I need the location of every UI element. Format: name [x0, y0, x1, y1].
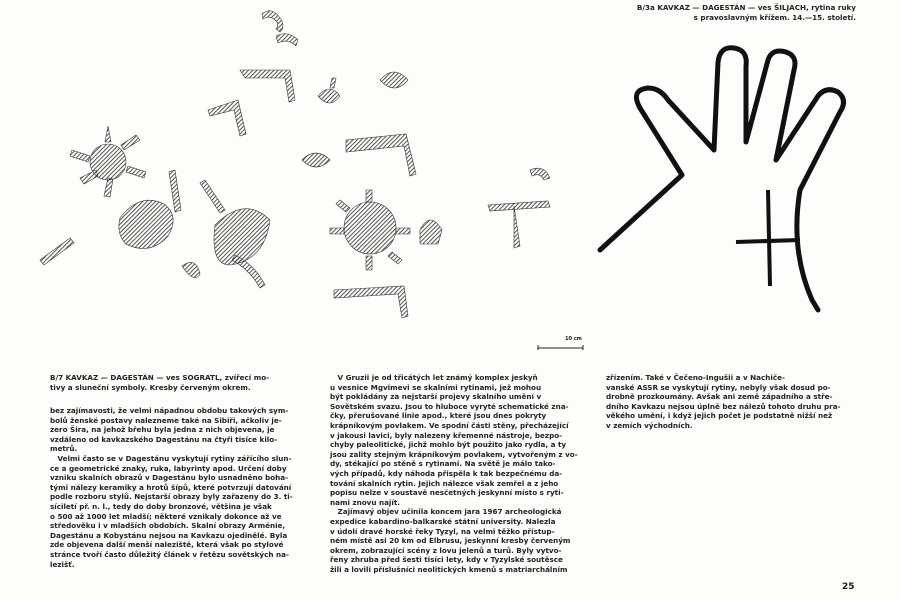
text-line: metrů.: [50, 444, 78, 454]
text-line: dního Kavkazu nejsou úplně bez nálezů tohoto druhu pra-: [606, 401, 841, 411]
text-line: u vesnice Mgvimevi se skalními rytinami, jež mohou: [330, 382, 542, 392]
text-line: V Gruzii je od třicátých let známý komplex jeskyň: [330, 373, 538, 382]
text-line: zero Šira, na jehož břehu byla jedna z nich objevena, je: [50, 425, 275, 435]
text-line: zřízením. Také v Čečeno-Ingušii a v Nachiče-: [606, 373, 785, 382]
text-line: středověku i v mladších obdobích. Skalní obrazy Arménie,: [50, 521, 286, 531]
text-line: tování skalních rytin. Jejich nálezce však zemřel a z jeho: [330, 478, 559, 488]
text-line: stránce tvoří často důležitý článek v řetězu sovětských na-: [50, 549, 289, 559]
caption-right: [606, 3, 856, 22]
text-line: lezišť.: [50, 559, 75, 569]
text-line: v zemích východních.: [606, 420, 693, 430]
text-line: vých případů, kdy náhoda přispěla k tak bezpečnému da-: [330, 468, 563, 478]
caption-line: tivy a sluneční symboly. Kresby červeným okrem.: [50, 382, 251, 392]
text-line: v údolí dravé horské řeky Tyzyl, na velmi těžko přístup-: [330, 526, 555, 536]
text-line: dy, stékající po stěně s rytinami. Na světě je málo tako-: [330, 459, 556, 469]
caption-line: B/7 KAVKAZ — DAGESTÁN — ves SOGRATL, zvířecí mo-: [50, 373, 270, 382]
text-line: chyby paleolitické, jichž mohlo být použito jako rydla, a ty: [330, 440, 567, 450]
text-line: drobně prozkoumány. Avšak ani země západního a stře-: [606, 392, 833, 402]
text-line: být pokládány za nejstarší projevy skalního umění v: [330, 392, 542, 402]
text-line: ném místě asi 20 km od Elbrusu, jeskynní kresby červeným: [330, 536, 571, 546]
text-line: vzdáleno od kavkazského Dagestánu na čtyři tisíce kilo-: [50, 434, 278, 444]
text-line: Velmi často se v Dagestánu vyskytují rytiny zářícího slun-: [50, 453, 292, 463]
text-line: krápníkovým povlakem. Ve spodní části stěny, přecházející: [330, 420, 569, 430]
page-number: 25: [842, 582, 855, 592]
caption-left: [50, 373, 295, 392]
text-line: o 500 až 1000 let mladší; některé vznikaly dokonce až ve: [50, 511, 282, 521]
text-line: žili a lovili příslušníci neolitických kmenů s matriarchálním: [330, 564, 568, 574]
text-line: popisu nelze v soustavě nesčetných jeskynní místo s ryti-: [330, 488, 564, 498]
text-line: okrem, zobrazující scény z lovu jelenů a turů. Byly vytvo-: [330, 545, 562, 555]
caption-line: B/3a KAVKAZ — DAGESTÁN — ves ŠILJACH, rytina ruky: [636, 3, 856, 12]
scale-label: 10 cm: [565, 336, 582, 342]
text-line: zde objevena další menší naleziště, která však po stylové: [50, 540, 284, 550]
text-line: podle rozboru stylů. Nejstarší obrazy byly zařazeny do 3. ti-: [50, 492, 293, 502]
text-line: Dagestánu a Kobystánu nejsou na Kavkazu ojedinělé. Byla: [50, 530, 288, 540]
text-line: vzniku skalních obrazů v Dagestánu bylo usnadněno boha-: [50, 473, 289, 483]
text-line: věkého umění, i když jejich počet je podstatně nižší než: [606, 411, 833, 421]
text-line: jsou zality stejným krápníkovým povlakem, vytvořeným z vo-: [330, 449, 578, 459]
text-line: čky, přerušované linie apod., které jsou dnes pokryty: [330, 411, 547, 421]
text-line: nami znovu najít.: [330, 497, 401, 507]
text-line: síciletí př. n. l., tedy do doby bronzové, většina je však: [50, 501, 272, 511]
text-column-3: [606, 373, 856, 431]
text-line: bez zajímavosti, že velmi nápadnou obdobu takových sym-: [50, 406, 289, 415]
text-line: vanské ASSR se vyskytují rytiny, nebyly však dosud po-: [606, 382, 831, 392]
text-column-1: [50, 406, 295, 569]
text-line: v jakousi lavici, byly nalezeny křemenné nástroje, bezpo-: [330, 430, 563, 440]
text-line: Zajímavý objev učinila koncem jara 1967 archeologická: [330, 507, 562, 517]
text-line: tými nálezy keramiky a hrotů šípů, které potvrzují datování: [50, 482, 292, 492]
text-line: ce a geometrické znaky, ruka, labyrinty apod. Určení doby: [50, 463, 287, 473]
text-column-2: [330, 373, 580, 574]
caption-line: s pravoslavným křížem. 14.—15. století.: [693, 12, 856, 22]
text-line: Sovětském svazu. Jsou to hluboce vyryté schematické zna-: [330, 401, 569, 411]
text-line: řeny zhruba před šesti tisíci lety, kdy v Tyzylské soutěsce: [330, 555, 563, 565]
text-line: expedice kabardino-balkarské státní university. Nalezla: [330, 516, 556, 526]
text-line: bolů ženské postavy nalezneme také na Sibiři, ačkoliv je-: [50, 415, 282, 425]
